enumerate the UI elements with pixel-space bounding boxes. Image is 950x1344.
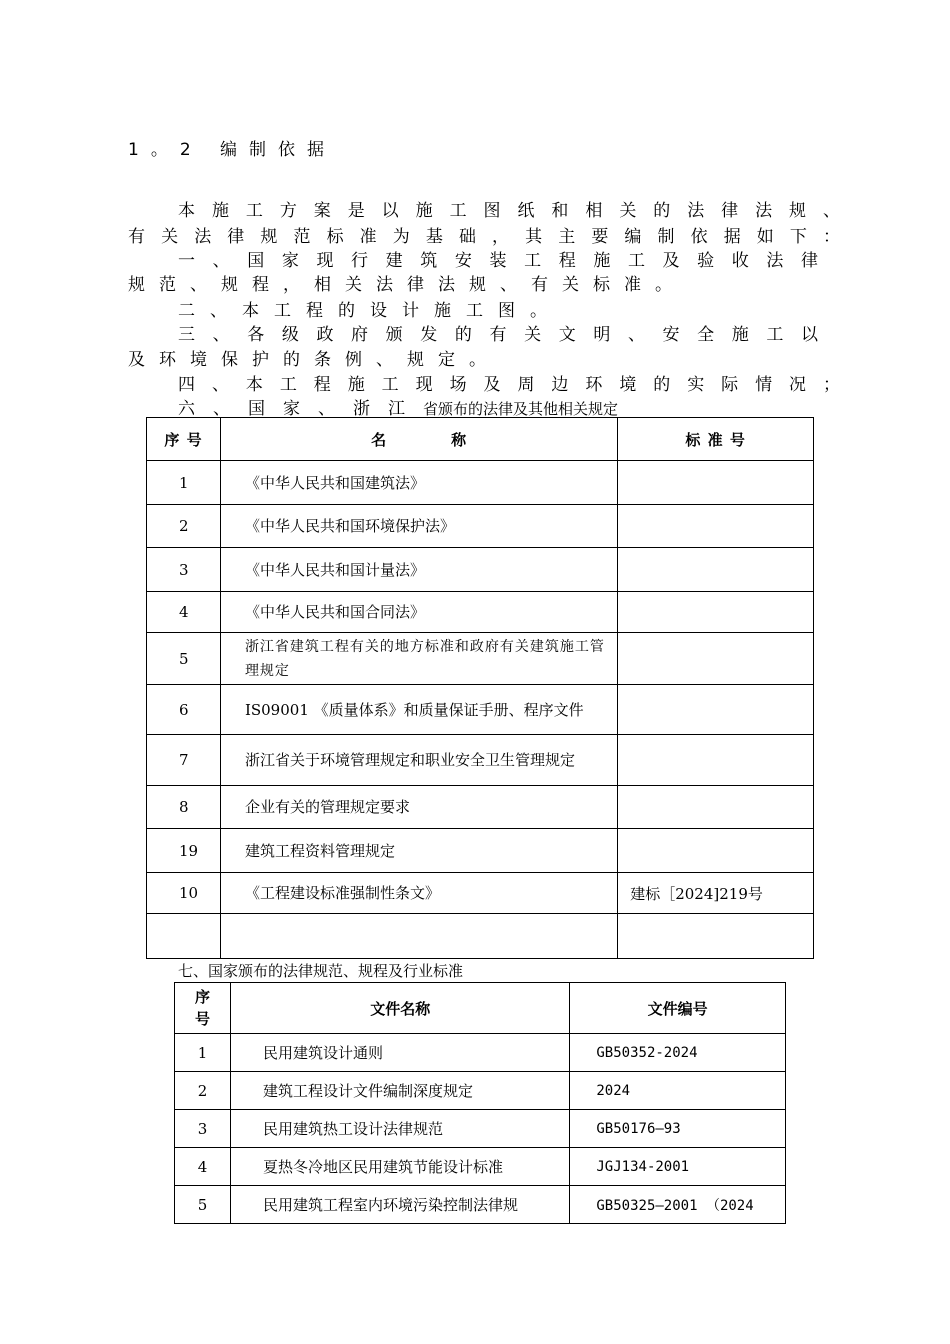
paragraph-line-tail: 省颁布的法律及其他相关规定 — [423, 400, 619, 418]
cell-std — [618, 786, 814, 829]
paragraph-line: 规范、规程，相关法律法规、有关标准。 — [128, 275, 686, 295]
cell-name: 民用建筑热工设计法律规范 — [231, 1110, 570, 1148]
cell-std — [618, 633, 814, 685]
section-heading: 1。2 编制依据 — [128, 140, 337, 160]
cell-no: 5 — [147, 633, 221, 685]
cell-std — [618, 685, 814, 735]
paragraph-line-start: 六、国家、浙江 — [178, 399, 423, 419]
paragraph-line: 有关法律规范标准为基础，其主要编制依据如下： — [128, 227, 840, 247]
cell-no: 4 — [147, 592, 221, 633]
cell-no: 3 — [175, 1110, 231, 1148]
cell-std — [618, 505, 814, 548]
cell-std: GB50176—93 — [570, 1110, 786, 1148]
cell-no: 1 — [147, 461, 221, 505]
table-row — [147, 914, 814, 959]
national-standards-table — [174, 982, 786, 1224]
cell-std: GB50352-2024 — [570, 1034, 786, 1072]
table-row — [175, 1072, 786, 1110]
cell-no: 19 — [147, 829, 221, 873]
table-header-row — [147, 418, 814, 461]
cell-name: 建筑工程资料管理规定 — [220, 829, 617, 873]
table-row — [175, 1034, 786, 1072]
cell-no: 10 — [147, 873, 221, 914]
cell-name: IS09001 《质量体系》和质量保证手册、程序文件 — [220, 685, 617, 735]
col-header-no: 序号 — [175, 983, 231, 1034]
cell-no: 6 — [147, 685, 221, 735]
cell-name — [220, 914, 617, 959]
cell-name: 浙江省关于环境管理规定和职业安全卫生管理规定 — [220, 735, 617, 786]
cell-name: 建筑工程设计文件编制深度规定 — [231, 1072, 570, 1110]
cell-name: 浙江省建筑工程有关的地方标准和政府有关建筑施工管理规定 — [220, 633, 617, 685]
cell-std — [618, 461, 814, 505]
paragraph-line: 二、本工程的设计施工图。 — [178, 301, 562, 321]
table-row — [175, 1186, 786, 1224]
table-row — [147, 592, 814, 633]
table-row — [147, 685, 814, 735]
cell-std: GB50325—2001 （2024 — [570, 1186, 786, 1224]
paragraph-line: 一、国家现行建筑安装工程施工及验收法律 — [178, 251, 818, 271]
cell-std: 建标［2024]219号 — [618, 873, 814, 914]
col-header-std: 文件编号 — [570, 983, 786, 1034]
table-row — [147, 633, 814, 685]
table-row — [147, 735, 814, 786]
cell-no: 2 — [175, 1072, 231, 1110]
cell-name: 夏热冬冷地区民用建筑节能设计标准 — [231, 1148, 570, 1186]
col-header-no: 序 号 — [147, 418, 221, 461]
cell-std: JGJ134-2001 — [570, 1148, 786, 1186]
col-header-name: 名 称 — [220, 418, 617, 461]
cell-no: 5 — [175, 1186, 231, 1224]
cell-std — [618, 829, 814, 873]
paragraph-line: 及环境保护的条例、规定。 — [128, 350, 500, 370]
col-header-std: 标 准 号 — [618, 418, 814, 461]
table-row — [147, 786, 814, 829]
cell-std — [618, 548, 814, 592]
col-header-name: 文件名称 — [231, 983, 570, 1034]
table-row — [147, 461, 814, 505]
cell-no: 2 — [147, 505, 221, 548]
cell-no: 3 — [147, 548, 221, 592]
table-row — [147, 829, 814, 873]
cell-no: 8 — [147, 786, 221, 829]
paragraph-line: 本施工方案是以施工图纸和相关的法律法规、 — [178, 201, 840, 221]
cell-no: 7 — [147, 735, 221, 786]
regulations-table — [146, 417, 814, 959]
cell-name: 《工程建设标准强制性条文》 — [220, 873, 617, 914]
paragraph-line: 三、各级政府颁发的有关文明、安全施工以 — [178, 325, 818, 345]
cell-std — [618, 735, 814, 786]
cell-name: 民用建筑工程室内环境污染控制法律规 — [231, 1186, 570, 1224]
table-row — [147, 505, 814, 548]
table-row — [175, 1110, 786, 1148]
cell-name: 《中华人民共和国建筑法》 — [220, 461, 617, 505]
table-row — [175, 1148, 786, 1186]
cell-no — [147, 914, 221, 959]
cell-no: 1 — [175, 1034, 231, 1072]
paragraph-line — [178, 394, 840, 419]
cell-no: 4 — [175, 1148, 231, 1186]
cell-std: 2024 — [570, 1072, 786, 1110]
cell-name: 《中华人民共和国环境保护法》 — [220, 505, 617, 548]
cell-std — [618, 914, 814, 959]
table2-caption: 七、国家颁布的法律规范、规程及行业标准 — [178, 962, 464, 980]
table-header-row — [175, 983, 786, 1034]
table-row — [147, 548, 814, 592]
cell-name: 《中华人民共和国计量法》 — [220, 548, 617, 592]
paragraph-line: 四、本工程施工现场及周边环境的实际情况； — [178, 375, 840, 395]
table-row — [147, 873, 814, 914]
cell-name: 民用建筑设计通则 — [231, 1034, 570, 1072]
cell-std — [618, 592, 814, 633]
cell-name: 《中华人民共和国合同法》 — [220, 592, 617, 633]
cell-name: 企业有关的管理规定要求 — [220, 786, 617, 829]
